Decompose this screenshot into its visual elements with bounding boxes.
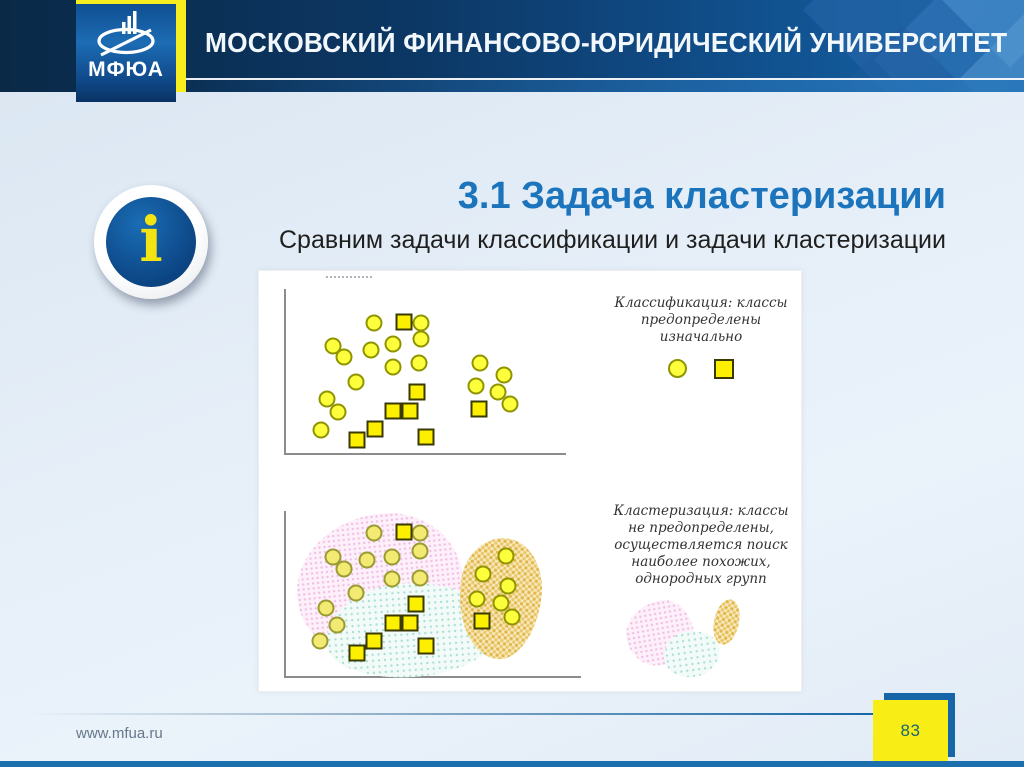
data-point-circle: [358, 552, 375, 569]
data-point-circle: [411, 354, 428, 371]
legend-circle-marker: [668, 359, 687, 378]
data-point-square: [349, 432, 366, 449]
bottom-caption: [591, 503, 811, 588]
bottom-strip: [0, 761, 1024, 767]
university-emblem-icon: [91, 8, 161, 60]
data-point-circle: [336, 561, 353, 578]
data-point-circle: [385, 335, 402, 352]
data-point-circle: [501, 395, 518, 412]
data-point-square: [365, 633, 382, 650]
caption-line: предопределены: [640, 312, 762, 328]
data-point-square: [402, 403, 419, 420]
data-point-square: [409, 383, 426, 400]
title-block: [150, 174, 946, 256]
data-point-square: [367, 421, 384, 438]
comparison-figure: [258, 270, 802, 692]
data-point-circle: [411, 524, 428, 541]
dotted-mark: [326, 276, 372, 278]
info-icon: [94, 185, 208, 299]
university-name: МОСКОВСКИЙ ФИНАНСОВО-ЮРИДИЧЕСКИЙ УНИВЕРСИТЕТ: [205, 27, 1008, 58]
data-point-square: [396, 313, 413, 330]
bottom-plot-x-axis: [284, 676, 581, 678]
data-point-circle: [336, 349, 353, 366]
caption-line: не предопределены,: [628, 520, 774, 536]
data-point-circle: [347, 585, 364, 602]
top-caption: [591, 295, 811, 346]
data-point-square: [385, 403, 402, 420]
data-point-circle: [411, 542, 428, 559]
data-point-square: [407, 596, 424, 613]
data-point-circle: [365, 314, 382, 331]
data-point-circle: [497, 548, 514, 565]
data-point-circle: [385, 359, 402, 376]
legend-square-marker: [714, 359, 734, 379]
data-point-square: [402, 615, 419, 632]
data-point-circle: [329, 617, 346, 634]
top-plot: [284, 289, 566, 453]
page-number: 83: [900, 721, 921, 740]
data-point-square: [396, 523, 413, 540]
data-point-circle: [384, 570, 401, 587]
data-point-circle: [499, 578, 516, 595]
caption-line: изначально: [659, 329, 743, 345]
data-point-circle: [468, 590, 485, 607]
university-logo: [76, 0, 186, 102]
slide-title: 3.1 Задача кластеризации: [457, 175, 946, 217]
caption-line: однородных групп: [635, 571, 767, 587]
bottom-plot: [284, 511, 566, 676]
data-point-circle: [365, 524, 382, 541]
footer-divider-line: [30, 713, 873, 715]
data-point-circle: [329, 404, 346, 421]
data-point-square: [473, 613, 490, 630]
caption-line: Кластеризация: классы: [613, 503, 789, 519]
caption-line: Классификация: классы: [614, 295, 788, 311]
data-point-square: [470, 401, 487, 418]
logo-yellow-trim: [76, 0, 186, 4]
info-glyph: i: [139, 203, 163, 276]
data-point-circle: [312, 422, 329, 439]
top-legend: [591, 359, 811, 379]
logo-abbr-label: МФЮА: [88, 58, 164, 81]
data-point-circle: [347, 373, 364, 390]
logo-yellow-trim: [176, 0, 186, 92]
data-point-square: [385, 615, 402, 632]
data-point-circle: [504, 608, 521, 625]
data-point-circle: [363, 342, 380, 359]
caption-line: наиболее похожих,: [631, 554, 771, 570]
logo-box: [76, 0, 176, 102]
data-point-square: [418, 637, 435, 654]
website-label: www.mfua.ru: [76, 725, 163, 742]
data-point-circle: [312, 633, 329, 650]
data-point-circle: [495, 366, 512, 383]
slide-subtitle: Сравним задачи классификации и задачи кластеризации: [278, 226, 946, 254]
page-number-badge: [873, 700, 948, 762]
data-point-circle: [471, 354, 488, 371]
data-point-circle: [468, 377, 485, 394]
data-point-circle: [413, 314, 430, 331]
data-point-square: [418, 428, 435, 445]
data-point-circle: [411, 569, 428, 586]
data-point-circle: [475, 566, 492, 583]
top-plot-x-axis: [284, 453, 566, 455]
data-point-square: [349, 645, 366, 662]
data-point-circle: [384, 549, 401, 566]
info-icon-circle: [106, 197, 196, 287]
caption-line: осуществляется поиск: [614, 537, 788, 553]
data-point-circle: [318, 600, 335, 617]
data-point-circle: [413, 331, 430, 348]
